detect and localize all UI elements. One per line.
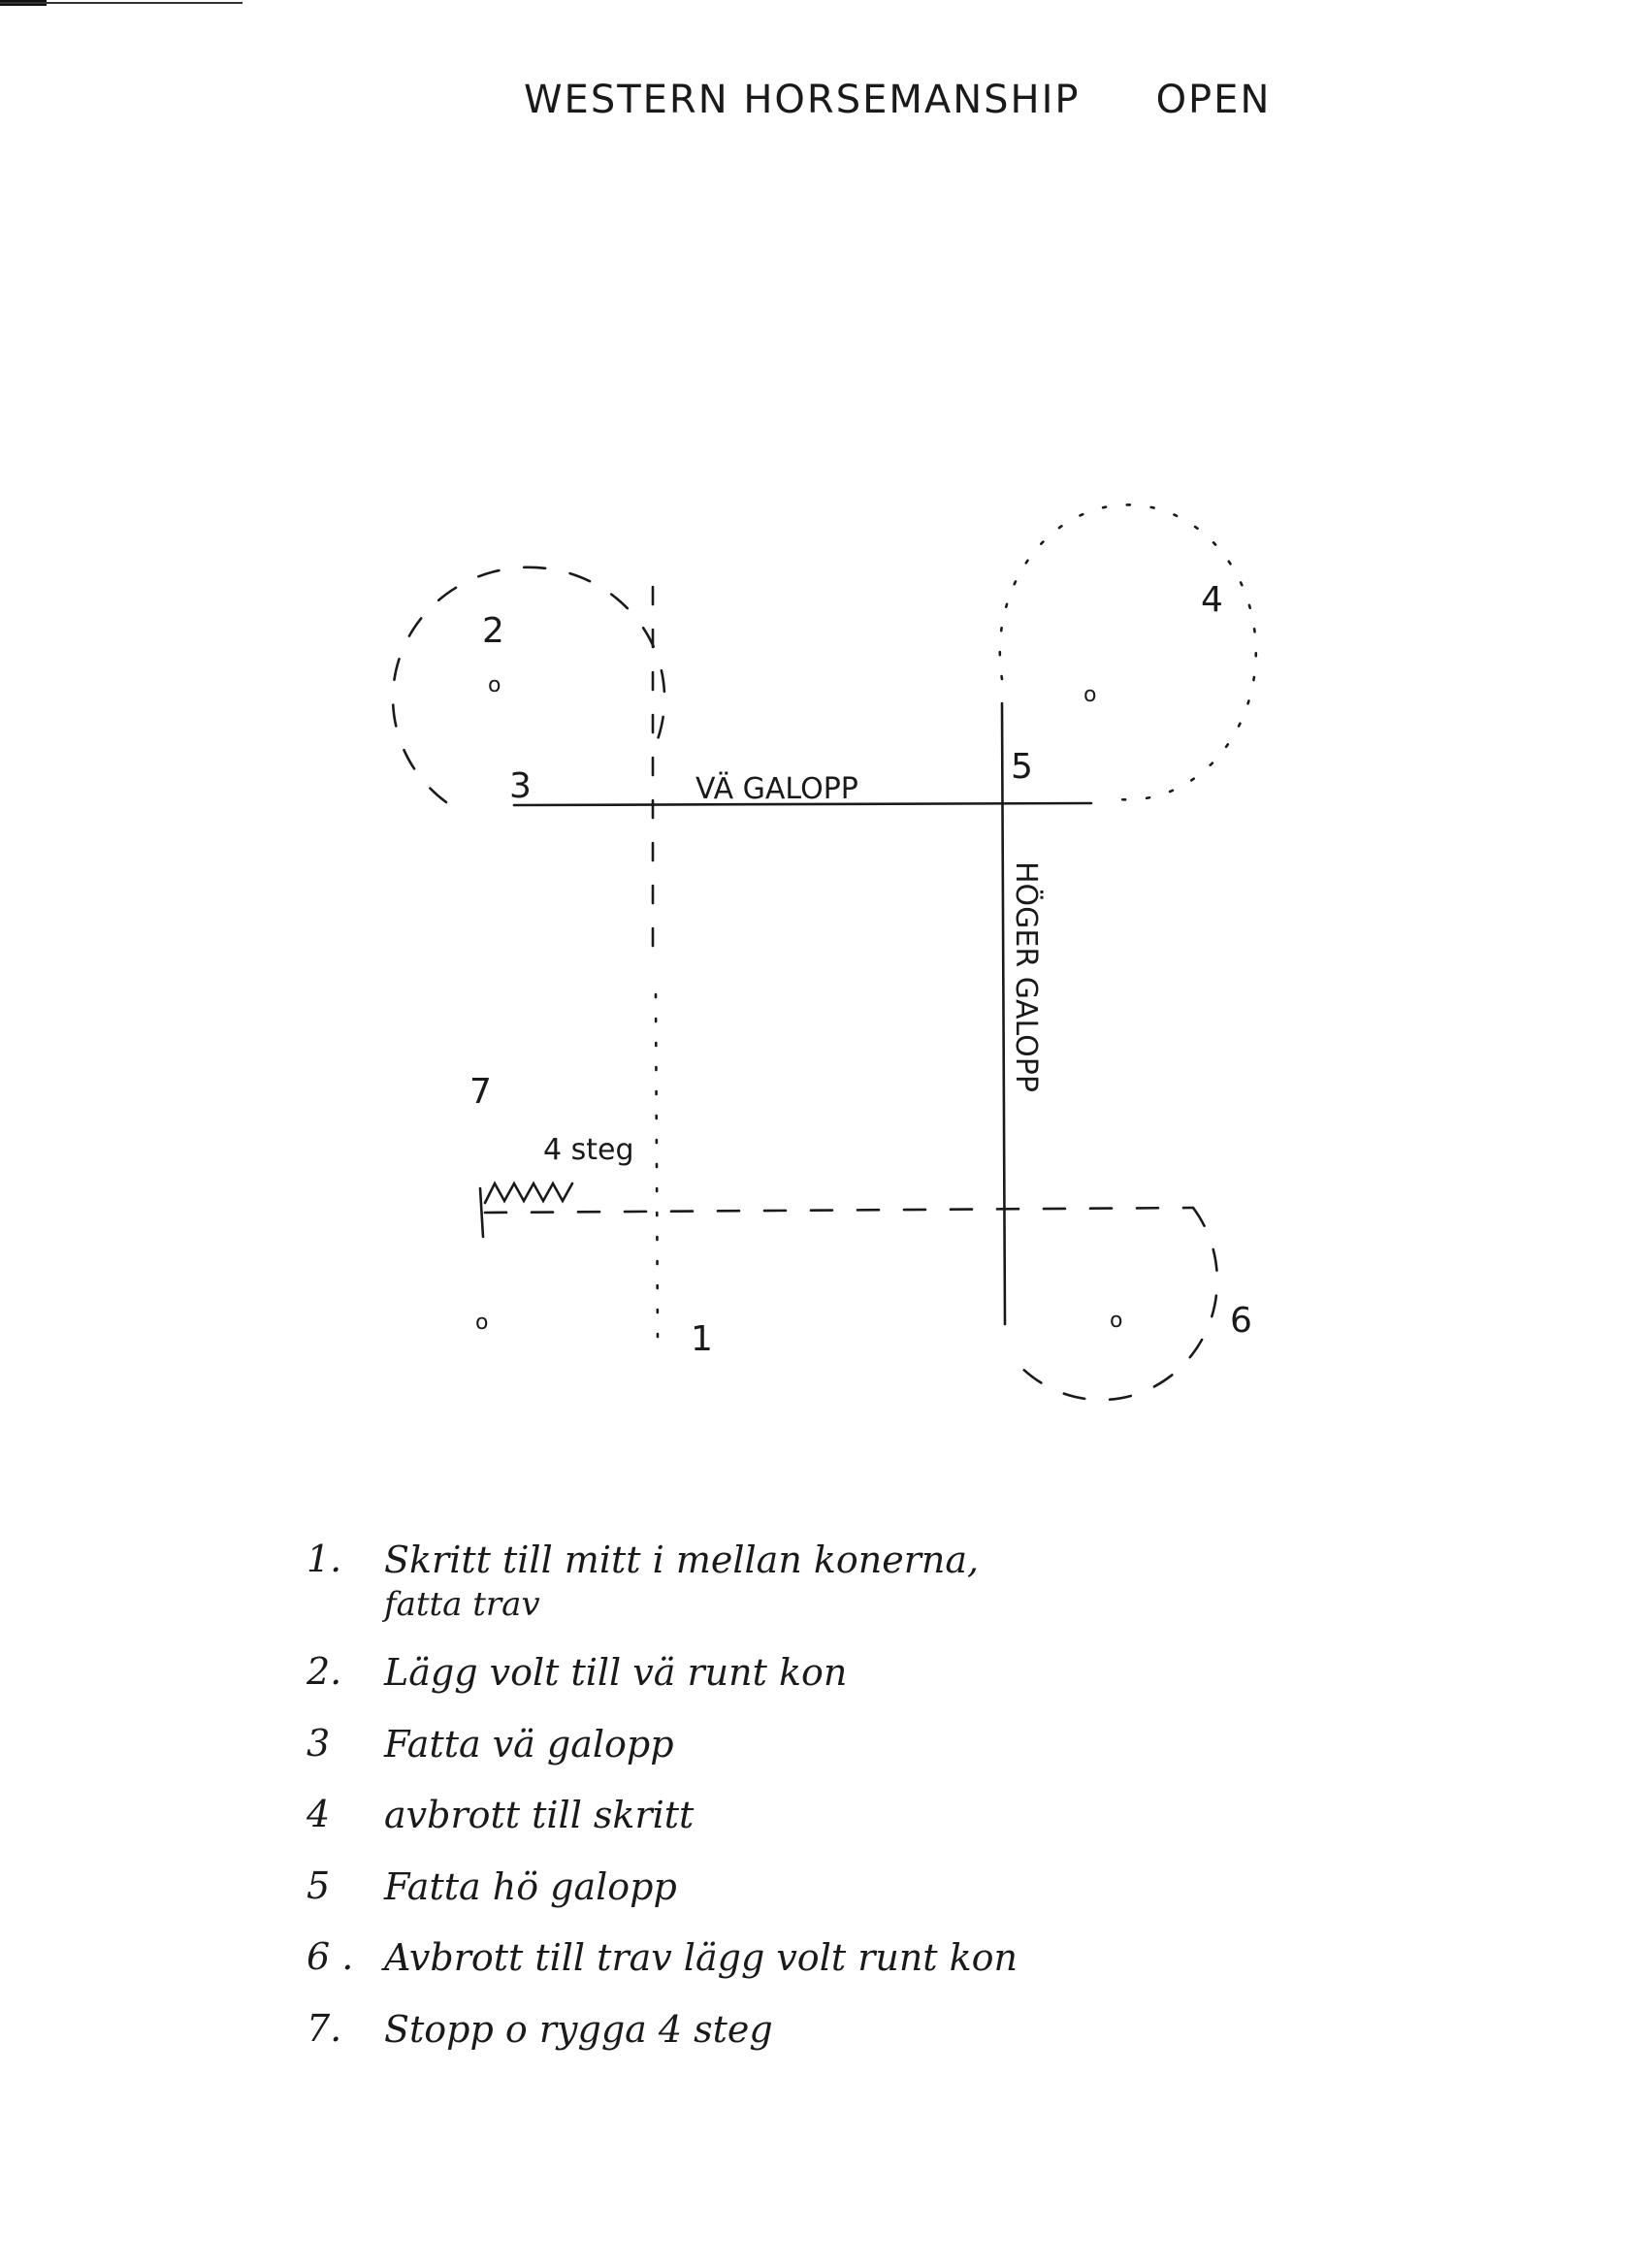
step-text: avbrott till skritt	[384, 1794, 695, 1836]
cone-bottom-right: o	[1110, 1309, 1123, 1333]
label-marker-3: 3	[509, 766, 532, 806]
title-division: OPEN	[1155, 78, 1272, 122]
right-lead-line	[1002, 703, 1005, 1324]
step-number: 4	[307, 1793, 331, 1835]
label-marker-5: 5	[1011, 747, 1033, 787]
list-item	[307, 1864, 1018, 1911]
trot-line	[485, 1208, 1193, 1213]
step-number: 2.	[307, 1650, 342, 1693]
cone-left-circle: o	[488, 673, 501, 697]
step-text-line-2: fatta trav	[384, 1584, 540, 1624]
cone-right-circle: o	[1083, 683, 1097, 707]
step-text: Stopp o rygga 4 steg	[384, 2007, 773, 2051]
list-item	[307, 1650, 1018, 1697]
step-text-line-1: Skritt till mitt i mellan konerna,	[384, 1539, 980, 1581]
circle-right-lead	[1000, 504, 1256, 799]
stop-marker	[480, 1188, 483, 1237]
step-number: 6 .	[307, 1935, 354, 1978]
label-marker-7: 7	[469, 1072, 492, 1112]
step-number: 5	[307, 1863, 331, 1907]
list-item	[307, 1722, 1018, 1768]
circle-trot-volt	[1009, 1208, 1217, 1400]
step-number: 1.	[307, 1538, 342, 1580]
label-right-lead: HÖGER GALOPP	[1009, 861, 1043, 1092]
label-marker-2: 2	[482, 611, 504, 651]
step-text: Fatta hö galopp	[384, 1864, 677, 1908]
list-item	[307, 1793, 1018, 1839]
step-number: 3	[307, 1721, 331, 1765]
step-text: Fatta vä galopp	[384, 1722, 674, 1766]
label-marker-6: 6	[1230, 1301, 1252, 1341]
list-item	[307, 2007, 1018, 2054]
center-line-lower	[656, 994, 658, 1339]
list-item	[307, 1935, 1018, 1982]
step-text	[384, 1538, 979, 1625]
list-item	[307, 1538, 1018, 1625]
step-number: 7.	[307, 2006, 342, 2050]
step-text: Avbrott till trav lägg volt runt kon	[384, 1936, 1018, 1979]
label-marker-1: 1	[691, 1319, 713, 1359]
backup-zigzag	[485, 1183, 572, 1203]
label-marker-4: 4	[1201, 580, 1223, 620]
label-left-lead: VÄ GALOPP	[695, 772, 858, 806]
label-backup-steps: 4 steg	[543, 1133, 634, 1167]
instructions-list	[307, 1538, 1018, 2078]
cone-start: o	[475, 1311, 489, 1335]
step-text: Lägg volt till vä runt kon	[384, 1651, 848, 1694]
title-class-name: WESTERN HORSEMANSHIP	[524, 78, 1081, 122]
